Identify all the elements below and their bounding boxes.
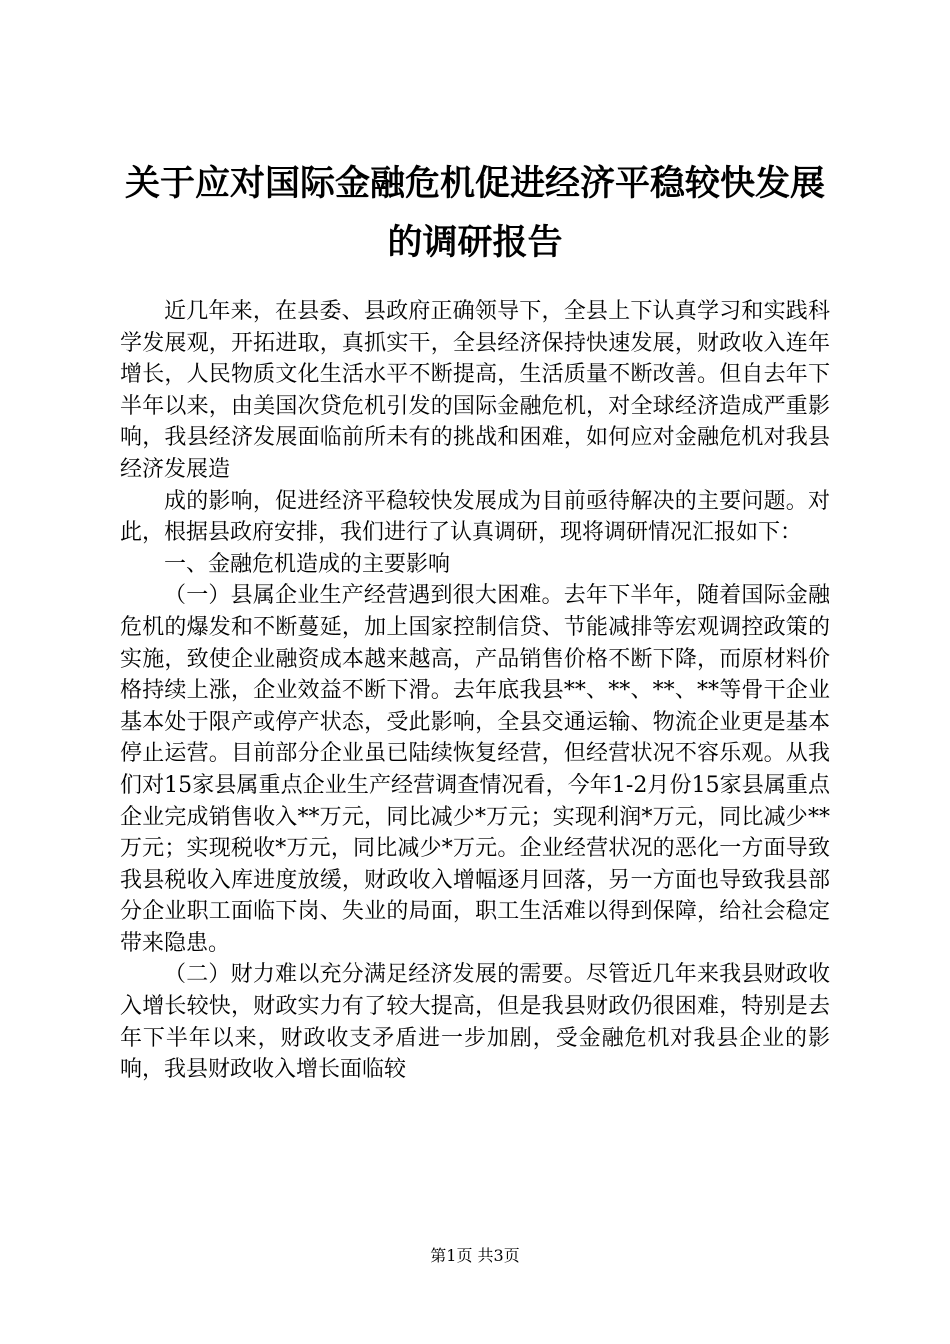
- page-number-footer: 第1页 共3页: [430, 1246, 520, 1265]
- document-body: [120, 296, 830, 1086]
- paragraph-intro-continued: 成的影响，促进经济平稳较快发展成为目前亟待解决的主要问题。对此，根据县政府安排，我们进行了认真调研，现将调研情况汇报如下：: [120, 488, 830, 546]
- paragraph-fiscal-capacity: （二）财力难以充分满足经济发展的需要。尽管近几年来我县财政收入增长较快，财政实力有了较大提高，但是我县财政仍很困难，特别是去年下半年以来，财政收支矛盾进一步加剧，受金融危机对我县企业的影响，我县财政收入增长面临较: [120, 962, 830, 1083]
- document-title-line-2: 的调研报告: [387, 222, 563, 263]
- paragraph-intro: 近几年来，在县委、县政府正确领导下，全县上下认真学习和实践科学发展观，开拓进取，真抓实干，全县经济保持快速发展，财政收入连年增长，人民物质文化生活水平不断提高，生活质量不断改善。但自去年下半年以来，由美国次贷危机引发的国际金融危机，对全球经济造成严重影响，我县经济发展面临前所未有的挑战和困难，如何应对金融危机对我县经济发展造: [120, 299, 830, 482]
- section-heading-main-impacts: 一、金融危机造成的主要影响: [164, 551, 451, 577]
- paragraph-enterprise-difficulties: （一）县属企业生产经营遇到很大困难。去年下半年，随着国际金融危机的爆发和不断蔓延，加上国家控制信贷、节能减排等宏观调控政策的实施，致使企业融资成本越来越高，产品销售价格不断下降，而原材料价格持续上涨，企业效益不断下滑。去年底我县**、**、**、**等骨干企业基本处于限产或停产状态，受此影响，全县交通运输、物流企业更是基本停止运营。目前部分企业虽已陆续恢复经营，但经营状况不容乐观。从我们对15家县属重点企业生产经营调查情况看，今年1-2月份15家县属重点企业完成销售收入**万元，同比减少*万元；实现利润*万元，同比减少**万元；实现税收*万元，同比减少*万元。企业经营状况的恶化一方面导致我县税收入库进度放缓，财政收入增幅逐月回落，另一方面也导致我县部分企业职工面临下岗、失业的局面，职工生活难以得到保障，给社会稳定带来隐患。: [120, 583, 830, 956]
- document-title-line-1: 关于应对国际金融危机促进经济平稳较快发展: [124, 163, 825, 204]
